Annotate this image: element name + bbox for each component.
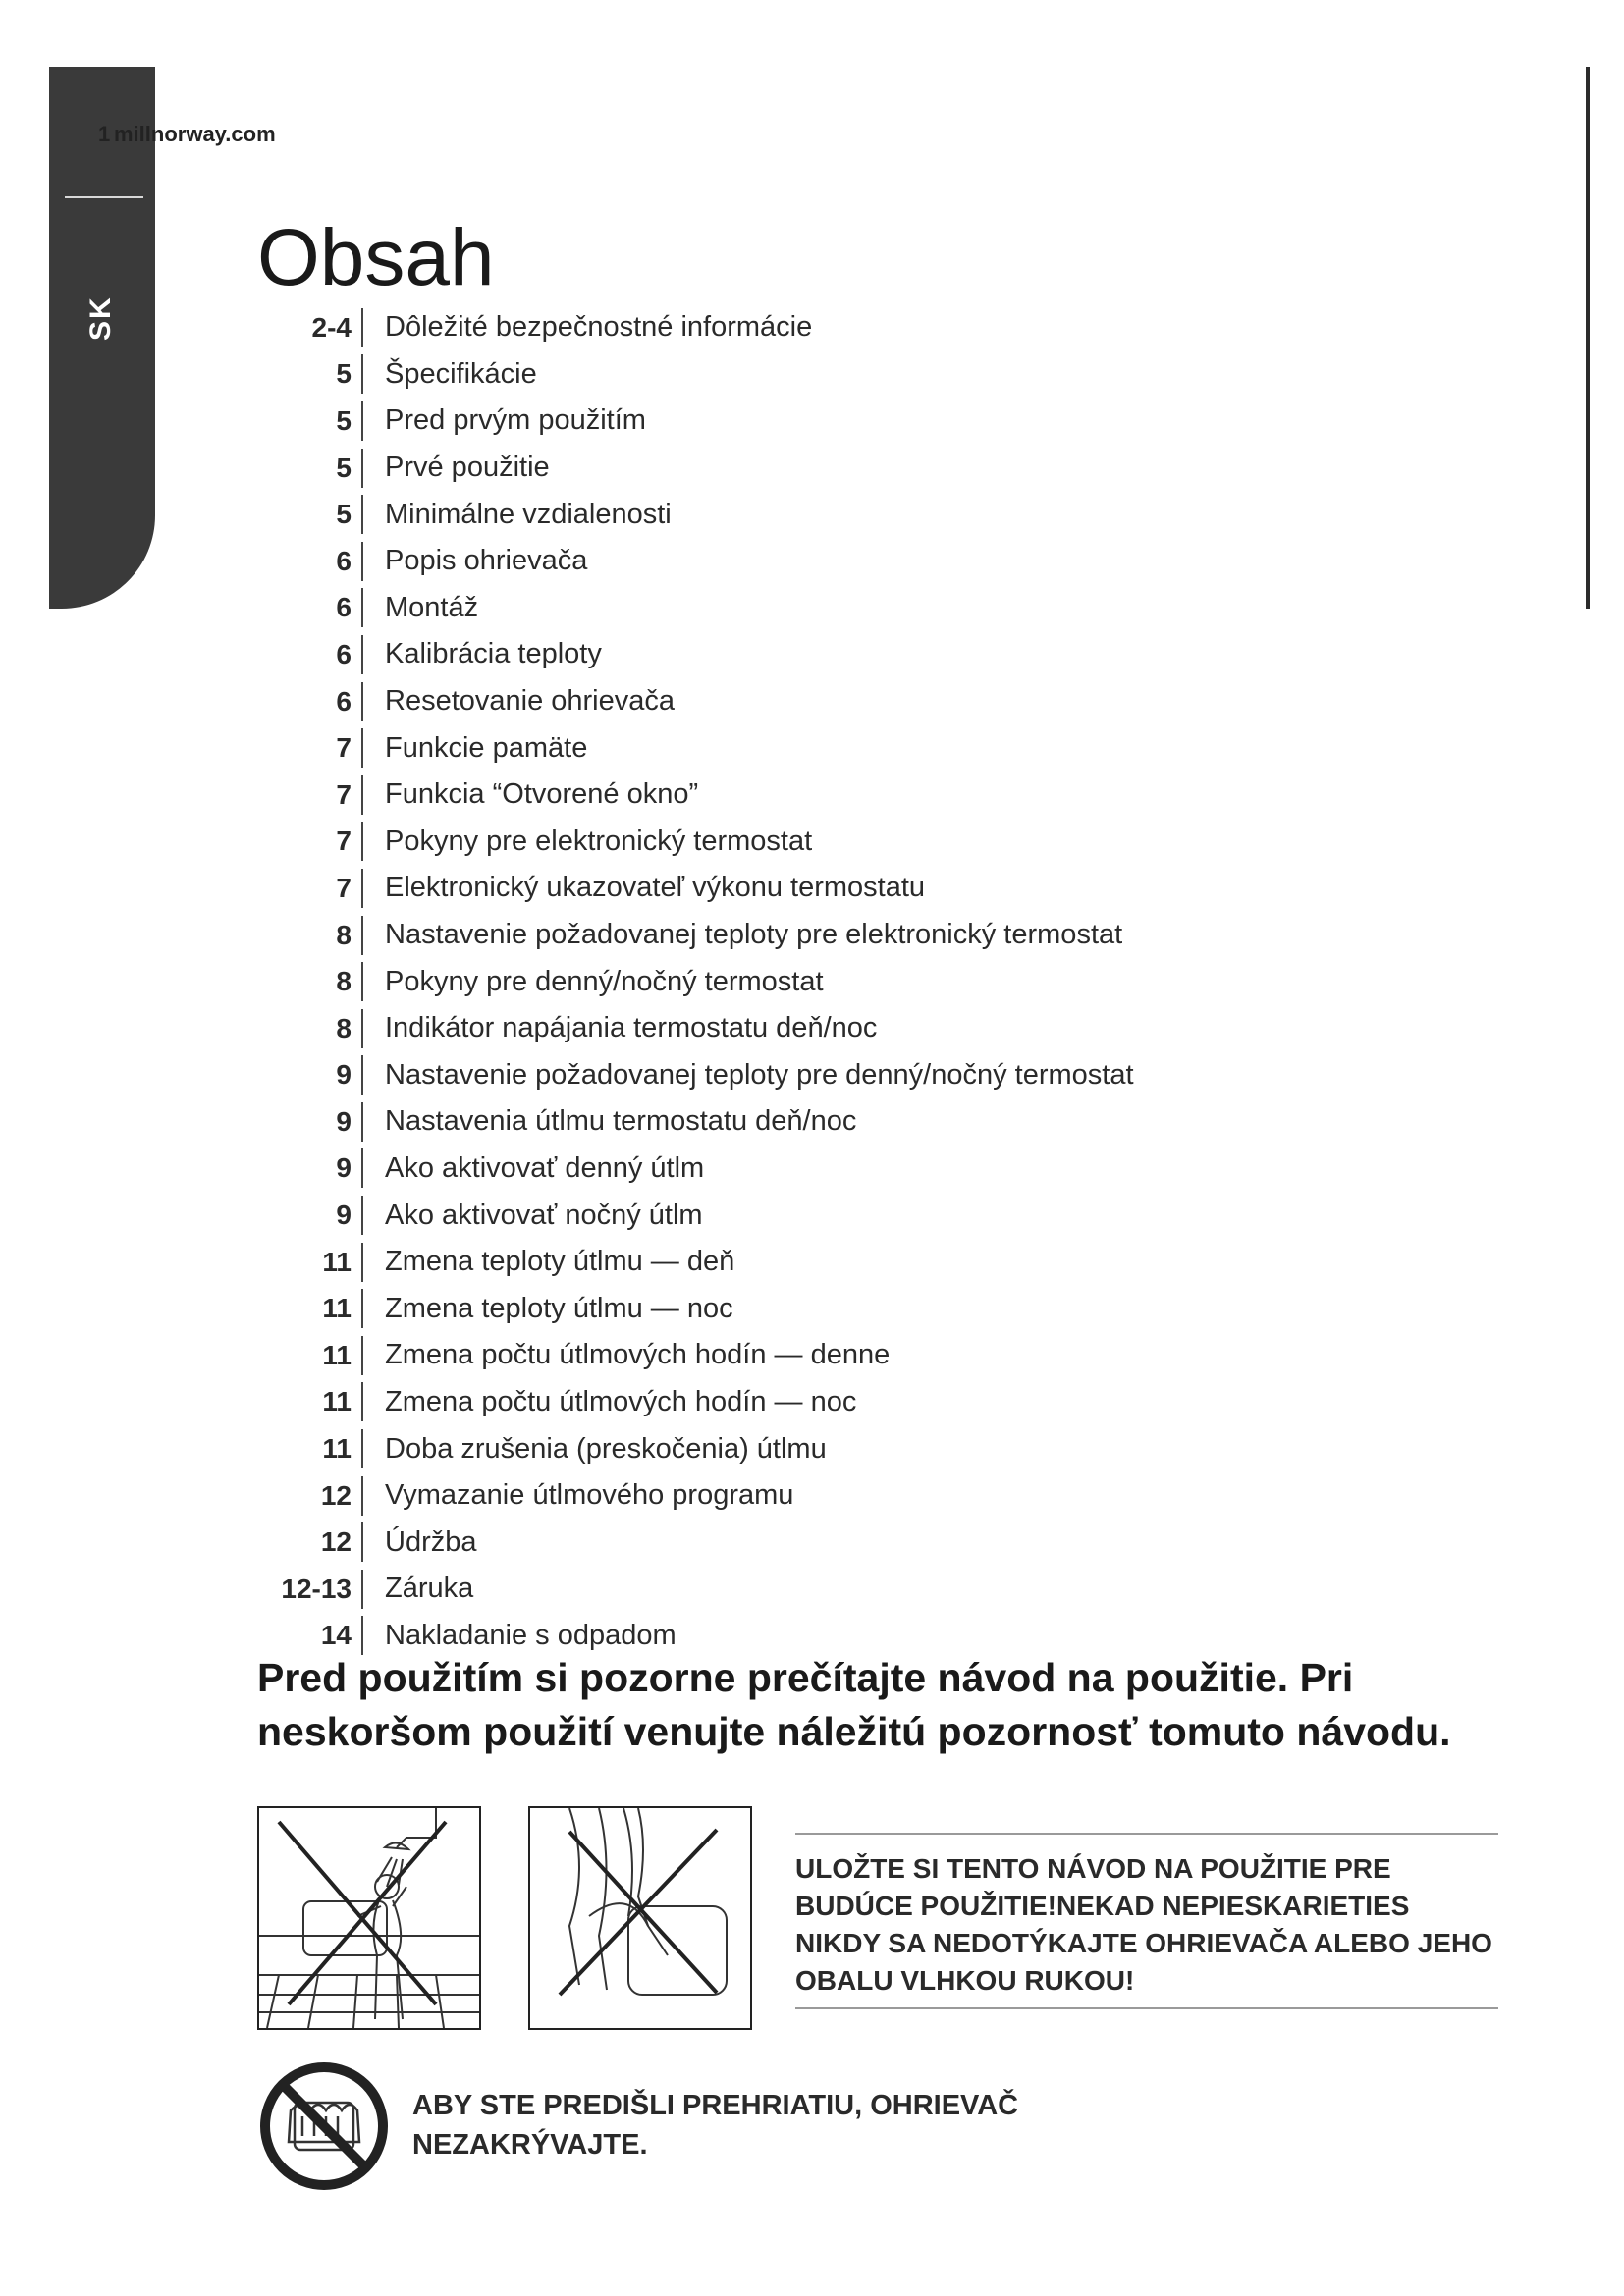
toc-entry bbox=[257, 724, 1534, 772]
toc-separator bbox=[361, 1148, 363, 1188]
page-number: 1 bbox=[98, 122, 111, 146]
toc-label: Dôležité bezpečnostné informácie bbox=[385, 311, 813, 344]
toc-separator bbox=[361, 449, 363, 488]
toc-page-number: 8 bbox=[336, 966, 352, 997]
toc-entry bbox=[257, 958, 1534, 1005]
save-notice-line-1: ULOŽTE SI TENTO NÁVOD NA POUŽITIE PRE BUDÚCE POUŽITIE!NEKAD NEPIESKARIETIES bbox=[795, 1853, 1410, 1921]
read-manual-warning: Pred použitím si pozorne prečítajte návod na použitie. Pri neskoršom použití venujte náležitú pozornosť tomuto návodu. bbox=[257, 1655, 1451, 1754]
toc-page-number: 8 bbox=[336, 919, 352, 950]
toc-separator bbox=[361, 1570, 363, 1609]
toc-page-number: 2-4 bbox=[311, 311, 352, 343]
toc-entry bbox=[257, 538, 1534, 585]
toc-entry bbox=[257, 398, 1534, 445]
toc-page-number: 5 bbox=[336, 452, 352, 483]
toc-entry bbox=[257, 1146, 1534, 1193]
toc-page-number: 6 bbox=[336, 685, 352, 717]
toc-page-number: 8 bbox=[336, 1012, 352, 1043]
toc-separator bbox=[361, 401, 363, 441]
toc-entry bbox=[257, 819, 1534, 866]
toc-entry bbox=[257, 351, 1534, 399]
toc-entry bbox=[257, 1379, 1534, 1426]
toc-label: Špecifikácie bbox=[385, 357, 537, 390]
cover-warning: ABY STE PREDIŠLI PREHRIATIU, OHRIEVAČ NEZAKRÝVAJTE. bbox=[412, 2090, 1019, 2161]
toc-entry bbox=[257, 772, 1534, 819]
toc-separator bbox=[361, 1429, 363, 1468]
language-label: SK bbox=[84, 295, 117, 341]
toc-separator bbox=[361, 1382, 363, 1421]
toc-label: Prvé použitie bbox=[385, 452, 550, 484]
toc-label: Indikátor napájania termostatu deň/noc bbox=[385, 1012, 878, 1044]
toc-label: Záruka bbox=[385, 1573, 474, 1605]
toc-separator bbox=[361, 495, 363, 534]
toc-label: Popis ohrievača bbox=[385, 545, 588, 577]
toc-page-number: 6 bbox=[336, 592, 352, 623]
toc-label: Elektronický ukazovateľ výkonu termostatu bbox=[385, 872, 926, 904]
toc-title: Obsah bbox=[257, 213, 495, 302]
toc-separator bbox=[361, 1055, 363, 1095]
toc-entry bbox=[257, 1192, 1534, 1239]
no-drying-clothes-icon bbox=[528, 1806, 752, 2030]
toc-entry bbox=[257, 1425, 1534, 1472]
toc-page-number: 5 bbox=[336, 404, 352, 436]
toc-label: Zmena počtu útlmových hodín — denne bbox=[385, 1339, 891, 1371]
toc-separator bbox=[361, 916, 363, 955]
toc-page-number: 11 bbox=[322, 1246, 352, 1277]
toc-label: Vymazanie útlmového programu bbox=[385, 1479, 794, 1512]
tab-divider bbox=[65, 196, 143, 198]
toc-separator bbox=[361, 1336, 363, 1375]
toc-page-number: 9 bbox=[336, 1152, 352, 1184]
toc-label: Ako aktivovať denný útlm bbox=[385, 1151, 705, 1184]
toc-page-number: 5 bbox=[336, 358, 352, 390]
toc-page-number: 14 bbox=[320, 1620, 352, 1651]
toc-page-number: 6 bbox=[336, 545, 352, 576]
toc-label: Nastavenie požadovanej teploty pre denný/nočný termostat bbox=[385, 1058, 1134, 1091]
toc-entry bbox=[257, 491, 1534, 538]
toc-separator bbox=[361, 1616, 363, 1655]
toc-page-number: 9 bbox=[336, 1105, 352, 1137]
toc-entry bbox=[257, 1285, 1534, 1332]
toc-separator bbox=[361, 1522, 363, 1562]
toc-entry bbox=[257, 1052, 1534, 1099]
toc-separator bbox=[361, 869, 363, 908]
toc-entry bbox=[257, 1332, 1534, 1379]
toc-separator bbox=[361, 308, 363, 347]
toc-entry bbox=[257, 1519, 1534, 1566]
toc-label: Doba zrušenia (preskočenia) útlmu bbox=[385, 1432, 827, 1465]
toc-separator bbox=[361, 682, 363, 721]
toc-page-number: 7 bbox=[336, 778, 352, 810]
toc-page-number: 9 bbox=[336, 1059, 352, 1091]
toc-entry bbox=[257, 1239, 1534, 1286]
toc-separator bbox=[361, 542, 363, 581]
toc-label: Zmena teploty útlmu — noc bbox=[385, 1292, 733, 1324]
no-covering-icon bbox=[257, 2059, 391, 2193]
toc-entry bbox=[257, 865, 1534, 912]
toc-entry bbox=[257, 585, 1534, 632]
toc-label: Zmena teploty útlmu — deň bbox=[385, 1246, 735, 1278]
toc-label: Nakladanie s odpadom bbox=[385, 1619, 677, 1651]
toc-label: Funkcie pamäte bbox=[385, 731, 588, 764]
toc-label: Pred prvým použitím bbox=[385, 404, 646, 437]
toc-page-number: 11 bbox=[322, 1433, 352, 1465]
toc-page-number: 12-13 bbox=[281, 1573, 352, 1604]
toc-separator bbox=[361, 635, 363, 674]
toc-page-number: 12 bbox=[320, 1479, 352, 1511]
toc-page-number: 9 bbox=[336, 1200, 352, 1231]
toc-label: Nastavenie požadovanej teploty pre elektronický termostat bbox=[385, 919, 1123, 951]
toc-label: Údržba bbox=[385, 1525, 477, 1558]
toc-label: Funkcia “Otvorené okno” bbox=[385, 778, 699, 811]
toc-entry bbox=[257, 678, 1534, 725]
toc-page-number: 7 bbox=[336, 826, 352, 857]
toc-label: Ako aktivovať nočný útlm bbox=[385, 1199, 703, 1231]
toc-separator bbox=[361, 962, 363, 1001]
toc-separator bbox=[361, 822, 363, 861]
toc-entry bbox=[257, 1005, 1534, 1052]
toc-label: Minimálne vzdialenosti bbox=[385, 498, 672, 530]
toc-label: Pokyny pre denný/nočný termostat bbox=[385, 965, 824, 997]
toc-separator bbox=[361, 1289, 363, 1328]
toc-separator bbox=[361, 1476, 363, 1516]
toc-label: Montáž bbox=[385, 591, 479, 623]
toc-entry bbox=[257, 304, 1534, 351]
toc-entry bbox=[257, 445, 1534, 492]
toc-page-number: 11 bbox=[322, 1339, 352, 1370]
toc-label: Zmena počtu útlmových hodín — noc bbox=[385, 1385, 857, 1417]
toc-separator bbox=[361, 1009, 363, 1048]
toc-page-number: 7 bbox=[336, 872, 352, 903]
toc-page-number: 5 bbox=[336, 499, 352, 530]
toc-label: Resetovanie ohrievača bbox=[385, 685, 676, 718]
toc-separator bbox=[361, 728, 363, 768]
toc-page-number: 11 bbox=[322, 1293, 352, 1324]
toc-page-number: 6 bbox=[336, 638, 352, 669]
toc-entry bbox=[257, 1566, 1534, 1613]
website-url: millnorway.com bbox=[114, 122, 276, 146]
toc-list bbox=[257, 304, 1534, 1659]
toc-entry bbox=[257, 631, 1534, 678]
save-notice-line-2: NIKDY SA NEDOTÝKAJTE OHRIEVAČA ALEBO JEHO OBALU VLHKOU RUKOU! bbox=[795, 1928, 1492, 1996]
toc-separator bbox=[361, 1102, 363, 1142]
toc-separator bbox=[361, 775, 363, 815]
no-shower-icon bbox=[257, 1806, 481, 2030]
right-edge-rule bbox=[1586, 67, 1590, 609]
toc-label: Nastavenia útlmu termostatu deň/noc bbox=[385, 1105, 857, 1138]
toc-separator bbox=[361, 1243, 363, 1282]
toc-page-number: 11 bbox=[322, 1386, 352, 1417]
toc-page-number: 12 bbox=[320, 1526, 352, 1558]
toc-label: Pokyny pre elektronický termostat bbox=[385, 825, 813, 857]
toc-separator bbox=[361, 354, 363, 394]
save-manual-notice bbox=[795, 1833, 1498, 2009]
toc-separator bbox=[361, 1196, 363, 1235]
toc-page-number: 7 bbox=[336, 732, 352, 764]
toc-entry bbox=[257, 1098, 1534, 1146]
toc-entry bbox=[257, 1472, 1534, 1520]
toc-separator bbox=[361, 588, 363, 627]
toc-entry bbox=[257, 912, 1534, 959]
toc-label: Kalibrácia teploty bbox=[385, 638, 602, 670]
